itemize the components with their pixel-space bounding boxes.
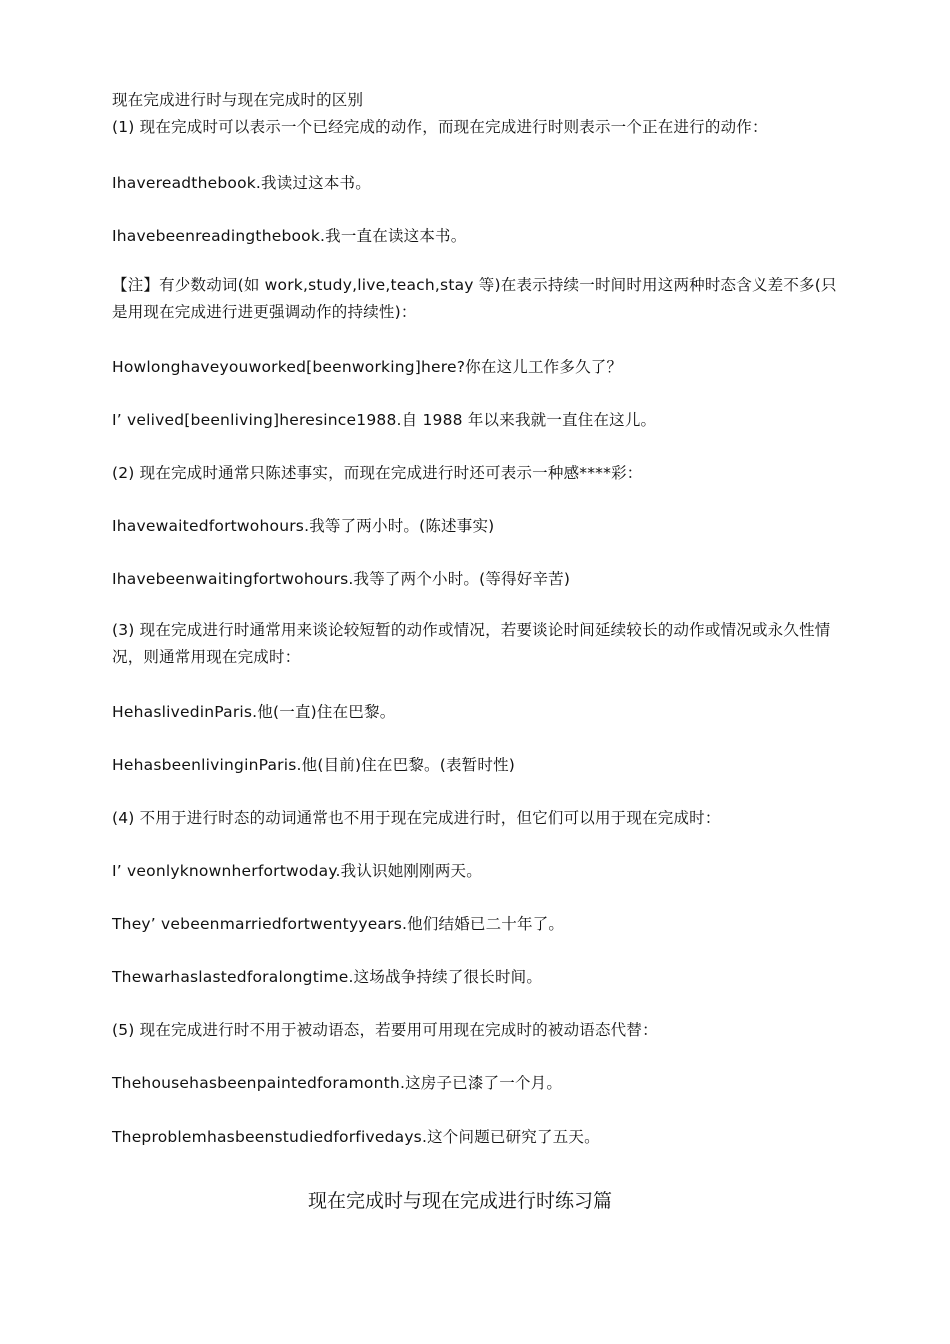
example-5: Ihavewaitedfortwohours.我等了两小时。(陈述事实) bbox=[112, 517, 495, 535]
example-12: Thehousehasbeenpaintedforamonth.这房子已漆了一个月。 bbox=[112, 1074, 563, 1092]
paragraph-2: (2) 现在完成时通常只陈述事实，而现在完成进行时还可表示一种感****彩： bbox=[112, 464, 643, 482]
example-8: HehasbeenlivinginParis.他(目前)住在巴黎。(表暂时性) bbox=[112, 756, 516, 774]
example-6: Ihavebeenwaitingfortwohours.我等了两个小时。(等得好辛苦) bbox=[112, 570, 571, 588]
example-4: I’ velived[beenliving]heresince1988.自 1988 年以来我就一直住在这儿。 bbox=[112, 411, 657, 429]
example-1: Ihavereadthebook.我读过这本书。 bbox=[112, 174, 371, 192]
paragraph-3: (3) 现在完成进行时通常用来谈论较短暂的动作或情况，若要谈论时间延续较长的动作或情况或永久性情况，则通常用现在完成时： bbox=[112, 621, 831, 666]
document-title: 现在完成进行时与现在完成时的区别 bbox=[112, 91, 364, 109]
section-heading: 现在完成时与现在完成进行时练习篇 bbox=[307, 1190, 612, 1212]
example-10: They’ vebeenmarriedfortwentyyears.他们结婚已二十年了。 bbox=[112, 915, 565, 933]
example-9: I’ veonlyknownherfortwoday.我认识她刚刚两天。 bbox=[112, 862, 482, 880]
paragraph-5: (5) 现在完成进行时不用于被动语态，若要用可用现在完成时的被动语态代替： bbox=[112, 1021, 658, 1039]
paragraph-4: (4) 不用于进行时态的动词通常也不用于现在完成进行时，但它们可以用于现在完成时： bbox=[112, 809, 721, 827]
example-13: Theproblemhasbeenstudiedforfivedays.这个问题已研究了五天。 bbox=[112, 1128, 600, 1146]
paragraph-1: (1) 现在完成时可以表示一个已经完成的动作，而现在完成进行时则表示一个正在进行的动作： bbox=[112, 118, 768, 136]
example-11: Thewarhaslastedforalongtime.这场战争持续了很长时间。 bbox=[112, 968, 543, 986]
note-paragraph: 【注】有少数动词(如 work,study,live,teach,stay 等)在表示持续一时间时用这两种时态含义差不多(只是用现在完成进行进更强调动作的持续性)： bbox=[112, 276, 837, 321]
example-3: Howlonghaveyouworked[beenworking]here?你在这儿工作多久了？ bbox=[112, 358, 623, 376]
example-7: HehaslivedinParis.他(一直)住在巴黎。 bbox=[112, 703, 396, 721]
example-2: Ihavebeenreadingthebook.我一直在读这本书。 bbox=[112, 227, 467, 245]
